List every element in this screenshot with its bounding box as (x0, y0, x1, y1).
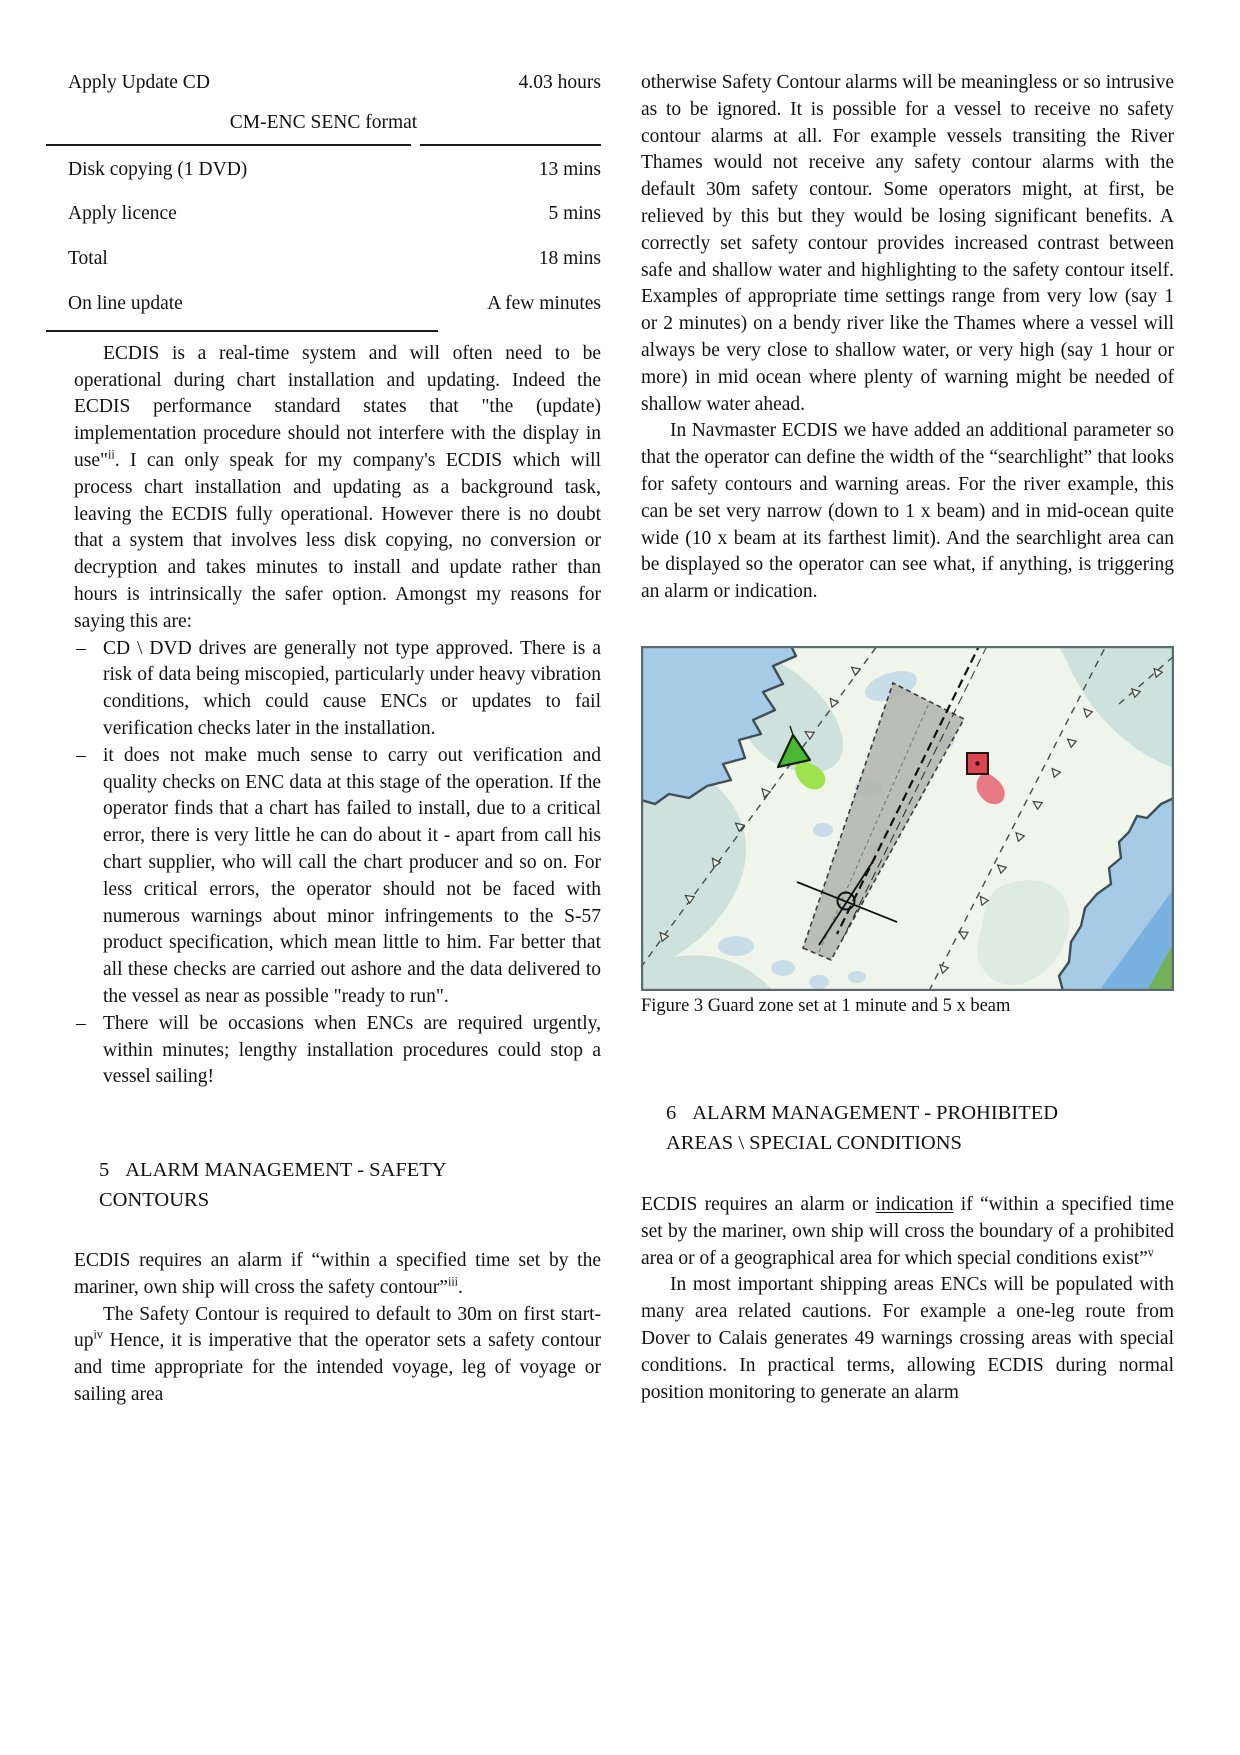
dash-bullet: – (76, 1012, 86, 1034)
section6-paragraph-1: ECDIS requires an alarm or indication if “within a specified time set by the mariner, own ship will cross the boundary of a prohibited area or of a geographical area for which special conditions exist”$^v$ (641, 1193, 1174, 1269)
table-format-header: CM-ENC SENC format (229, 111, 418, 133)
table-cell-label: Apply Update CD (68, 72, 210, 93)
list-item (74, 743, 601, 1011)
table-rule-bottom (46, 330, 601, 332)
chart-map-image (641, 646, 1174, 991)
rule-segment (46, 330, 438, 332)
section6-paragraph-2: In most important shipping areas ENCs will be populated with many area related cautions. For example a one-leg route from Dover to Calais generates 49 warnings crossing areas with special conditions. In practical terms, allowing ECDIS during normal position monitoring to generate an alarm (641, 1274, 1174, 1403)
section-number: 5 (99, 1159, 110, 1182)
table-row (46, 148, 601, 193)
table-cell-label: Total (68, 248, 108, 270)
list-item-text: it does not make much sense to carry out verification and quality checks on ENC data at this stage of the operation. If the operator finds that a chart has failed to install, due to a critical error, there is very little he can do about it - apart from call his chart supplier, who will call the chart producer and so on. For less critical errors, the operator should not be faced with numerous warnings about minor infringements to the S-57 product specification, which mean little to him. Far better that all these checks are carried out ashore and the data delivered to the vessel as near as possible "ready to run". (103, 744, 601, 1007)
left-column (68, 70, 601, 1409)
list-item (74, 636, 601, 743)
table-row (46, 237, 601, 282)
figure-caption: Figure 3 Guard zone set at 1 minute and 5 x beam (641, 995, 1011, 1016)
dash-bullet: – (76, 637, 86, 659)
right-column (641, 70, 1174, 1409)
list-item (74, 1011, 601, 1091)
table-cell-value: 4.03 hours (518, 72, 601, 93)
safety-contour-paragraph: otherwise Safety Contour alarms will be meaningless or so intrusive as to be ignored. It is possible for a vessel to receive no safety contour alarms at all. For example vessels transiting the River Thames would not receive any safety contour alarms with the default 30m safety contour. Some operators might, at first, be relieved by this but they would be losing significant benefits. A correctly set safety contour provides increased contrast between safe and shallow water and highlighting to the safety contour itself. Examples of appropriate time settings range from very low (say 1 or 2 minutes) on a bendy river like the Thames where a vessel will always be very close to shallow water, or very high (say 1 hour or more) in mid ocean where plenty of warning might be needed of shallow water ahead. (641, 72, 1174, 415)
section-heading-5 (74, 1155, 499, 1215)
table-cell-value: A few minutes (487, 292, 601, 314)
section-number: 6 (666, 1101, 677, 1124)
intro-paragraph: ECDIS is a real-time system and will often need to be operational during chart installation and updating. Indeed the ECDIS performance standard states that "the (update) implementation procedure should not interfere with the display in use"$^{ii}$. I can only speak for my company's ECDIS which will process chart installation and updating as a background task, leaving the ECDIS fully operational. However there is no doubt that a system that involves less disk copying, no conversion or decryption and takes minutes to install and update rather than hours is intrinsically the safer option. Amongst my reasons for saying this are: (74, 342, 601, 632)
table-cell-value: 5 mins (548, 203, 601, 225)
timing-table (46, 70, 601, 332)
list-item-text: There will be occasions when ENCs are required urgently, within minutes; lengthy installation procedures could stop a vessel sailing! (103, 1012, 601, 1088)
table-row (46, 192, 601, 237)
reasons-bullet-list (74, 636, 601, 1092)
section-title: ALARM MANAGEMENT - SAFETY CONTOURS (99, 1159, 446, 1212)
section-title: ALARM MANAGEMENT - PROHIBITED AREAS \ SPECIAL CONDITIONS (666, 1101, 1059, 1154)
rule-segment (46, 144, 411, 146)
section5-paragraph-2: The Safety Contour is required to default to 30m on first start-$up^{iv}$ Hence, it is imperative that the operator sets a safety contour and time appropriate for the intended voyage, leg of voyage or sailing area (74, 1303, 601, 1406)
navmaster-paragraph: In Navmaster ECDIS we have added an additional parameter so that the operator can define the width of the “searchlight” that looks for safety contours and warning areas. For the river example, this can be set very narrow (down to 1 x beam) and in mid-ocean quite wide (10 x beam at its farthest limit). And the searchlight area can be displayed so the operator can see what, if anything, is triggering an alarm or indication. (641, 420, 1174, 603)
rule-segment (420, 144, 601, 146)
section-heading-6 (641, 1098, 1066, 1158)
table-row (46, 282, 601, 327)
section5-paragraph-1: ECDIS requires an alarm if “within a specified time set by the mariner, own ship will cross the safety contour”$^{iii}$. (74, 1250, 601, 1298)
table-body (46, 146, 601, 330)
table-rule-top (46, 144, 601, 146)
nautical-chart-svg (641, 646, 1174, 991)
table-cell-label: On line update (68, 292, 183, 314)
list-item-text: CD \ DVD drives are generally not type approved. There is a risk of data being miscopied, particularly under heavy vibration conditions, which could cause ENCs or updates to fail verification checks later in the installation. (103, 637, 601, 739)
dash-bullet: – (76, 744, 86, 766)
table-cell-label: Disk copying (1 DVD) (68, 158, 248, 180)
table-cell-label: Apply licence (68, 203, 177, 225)
table-row (46, 70, 601, 97)
table-cell-value: 13 mins (538, 158, 601, 180)
table-cell-value: 18 mins (538, 248, 601, 270)
figure-3 (641, 646, 1174, 1018)
